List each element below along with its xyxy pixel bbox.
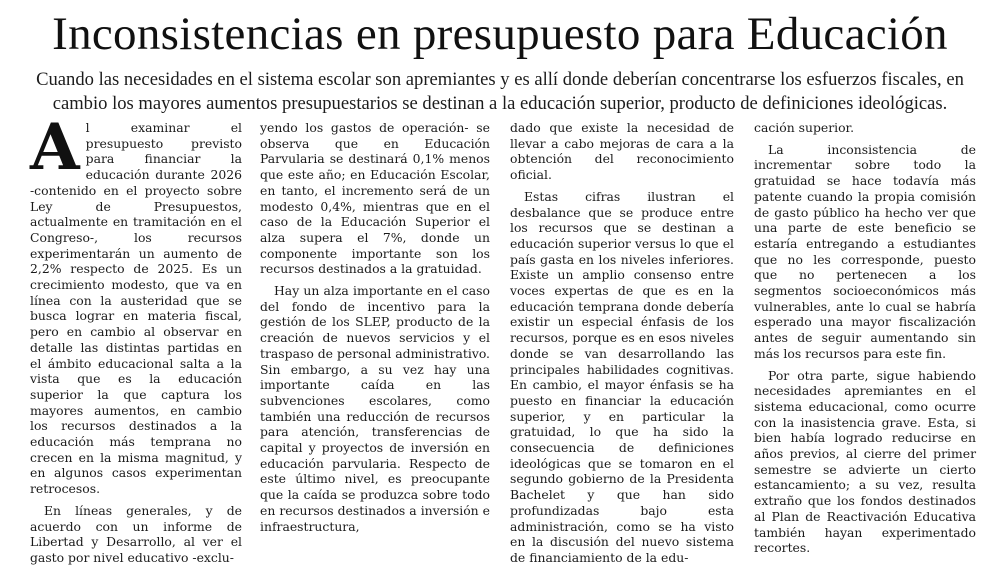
paragraph: cación superior. xyxy=(754,120,855,135)
drop-cap: A xyxy=(30,110,80,185)
paragraph: yendo los gastos de operación- se observa que en Educación Parvularia se destinará 0,1% menos que este año; en Educación Escolar, en tanto, el incremento será de un modesto 0,4%, mientras que en el caso de la Educación Superior el alza supera el 7%, donde un componente importante son los recursos destinados a la gratuidad. xyxy=(260,120,490,277)
article-column-2 xyxy=(260,120,490,534)
paragraph: Por otra parte, sigue habiendo necesidades apremiantes en el sistema educacional, como ocurre con la inasistencia grave. Esta, si bien había logrado reducirse en años previos, al cierre del primer semestre se advierte un cierto estancamiento; a su vez, resulta extraño que los fondos destinados al Plan de Reactivación Educativa también hayan experimentado recortes. xyxy=(754,367,976,556)
headline: Inconsistencias en presupuesto para Educación xyxy=(52,8,948,60)
article-column-4 xyxy=(754,120,976,556)
paragraph: En líneas generales, y de acuerdo con un informe de Libertad y Desarrollo, al ver el gasto por nivel educativo -exclu- xyxy=(30,502,242,565)
deck-subtitle: Cuando las necesidades en el sistema escolar son apremiantes y es allí donde deberían concentrarse los esfuerzos fiscales, en cambio los mayores aumentos presupuestarios se destinan a la educación superior, producto de definiciones ideológicas. xyxy=(36,69,964,114)
paragraph: Estas cifras ilustran el desbalance que se produce entre los recursos que se destinan a educación superior versus lo que el país gasta en los niveles inferiores. Existe un amplio consenso entre voces expertas de que es en la educación temprana donde debería existir un especial énfasis de los recursos, porque es en esos niveles donde se van desarrollando las principales habilidades cognitivas. En cambio, el mayor énfasis se ha puesto en financiar la educación superior, y en particular la gratuidad, lo que ha sido la consecuencia de definiciones ideológicas que se tomaron en el segundo gobierno de la Presidenta Bachelet y que han sido profundizadas bajo esta administración, como se ha visto en la discusión del nuevo sistema de financiamiento de la edu- xyxy=(510,188,734,565)
paragraph: dado que existe la necesidad de llevar a cabo mejoras de cara a la obtención del reconocimiento oficial. xyxy=(510,120,734,183)
paragraph xyxy=(30,110,242,497)
paragraph: La inconsistencia de incrementar sobre todo la gratuidad se hace todavía más patente cuando la propia comisión de gasto público ha hecho ver que una parte de este beneficio se estaría entregando a estudiantes que no les corresponde, puesto que no pertenecen a los segmentos socioeconómicos más vulnerables, ante lo cual se habría esperado una mayor fiscalización antes de seguir aumentando sin más los recursos para este fin. xyxy=(754,141,976,361)
paragraph-text: l examinar el presupuesto previsto para financiar la educación durante 2026 -contenido en el proyecto sobre Ley de Presupuestos, actualmente en tramitación en el Congreso-, los recursos experimentarán un aumento de 2,2% respecto de 2025. Es un crecimiento modesto, que va en línea con la austeridad que se busca lograr en materia fiscal, pero en cambio al observar en detalle las distintas partidas en el ámbito educacional salta a la vista que es la educación superior la que captura los mayores aumentos, en cambio los recursos destinados a la educación más temprana no crecen en la misma magnitud, y en algunos casos experimentan retrocesos. xyxy=(30,120,242,497)
article-column-3 xyxy=(510,120,734,565)
article-column-1 xyxy=(30,110,242,565)
paragraph: Hay un alza importante en el caso del fondo de incentivo para la gestión de los SLEP, producto de la creación de nuevos servicios y el traspaso de personal administrativo. Sin embargo, a su vez hay una importante caída en las subvenciones escolares, como también una reducción de recursos para atención, transferencias de capital y proyectos de inversión en educación parvularia. Respecto de este último nivel, es preocupante que la caída se produzca sobre todo en recursos destinados a inversión e infraestructura, xyxy=(260,283,490,534)
